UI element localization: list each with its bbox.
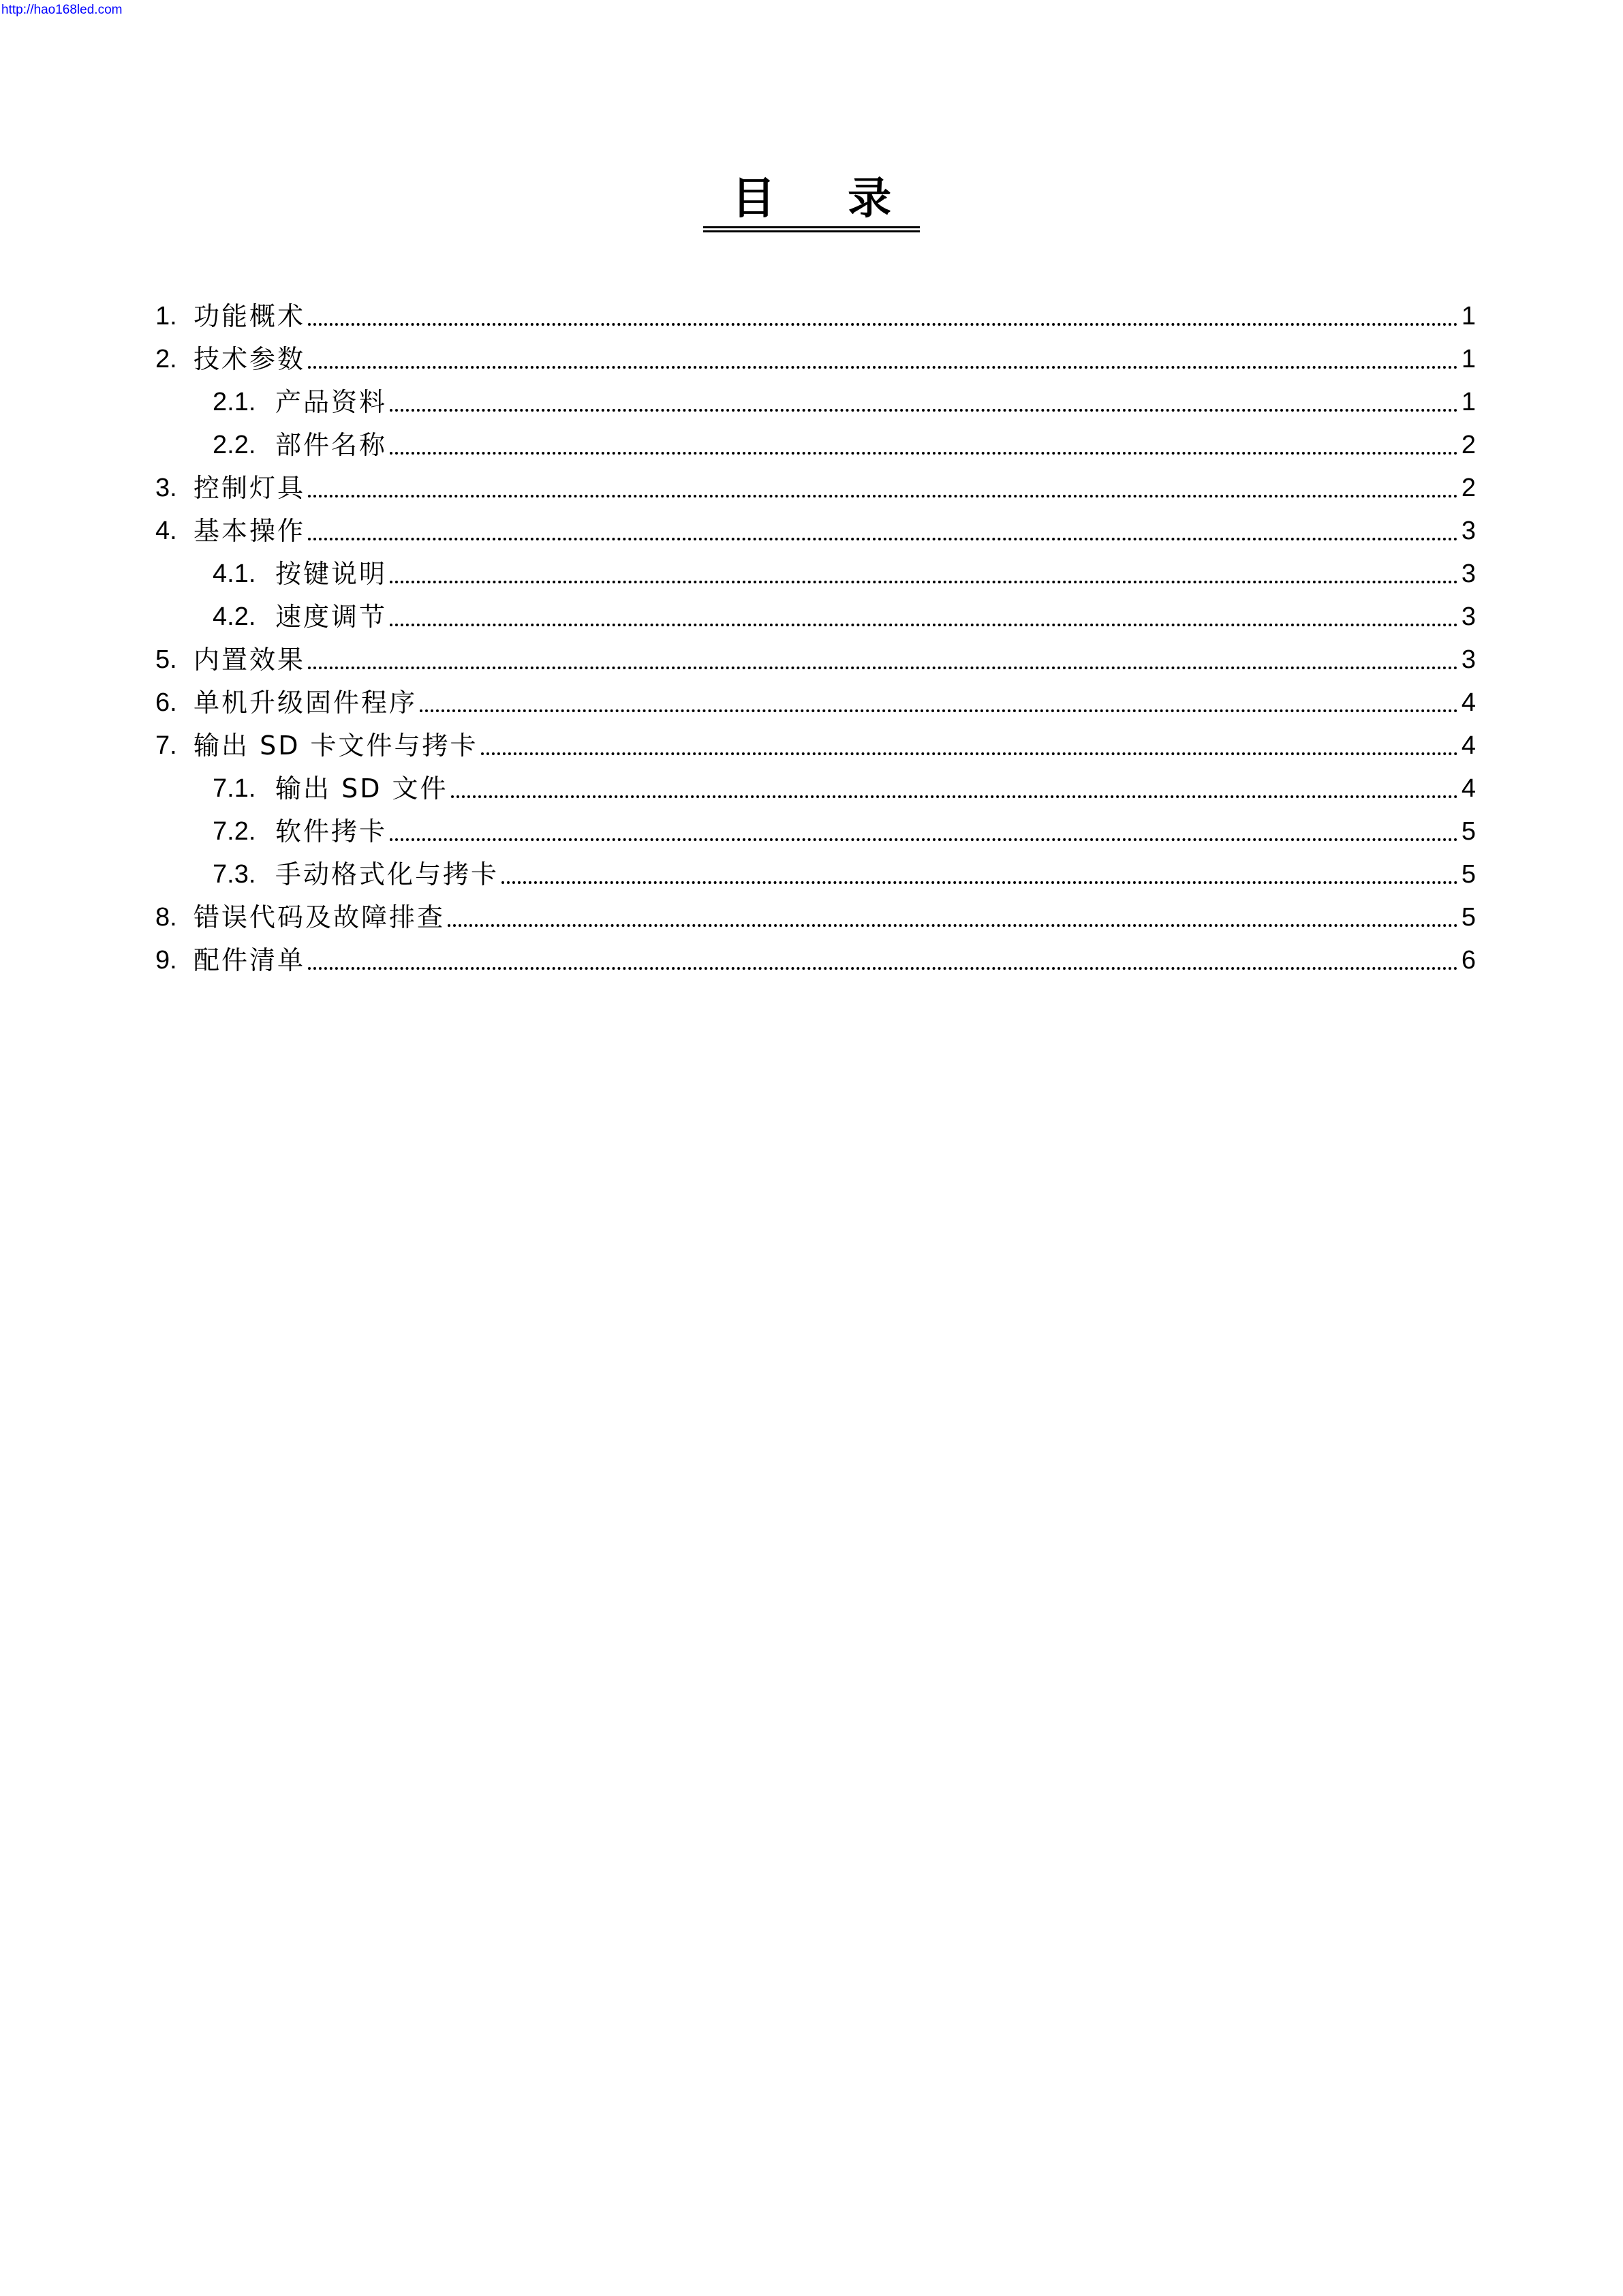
toc-entry-page: 3 <box>1461 645 1476 674</box>
toc-entry-page: 1 <box>1461 301 1476 331</box>
toc-entry-page: 4 <box>1461 688 1476 717</box>
toc-entry-page: 5 <box>1461 859 1476 889</box>
toc-entry-page: 3 <box>1461 559 1476 588</box>
toc-entry-2-2[interactable] <box>155 423 1476 466</box>
toc-entry-4-1[interactable] <box>155 552 1476 595</box>
toc-entry-7-2[interactable] <box>155 810 1476 853</box>
toc-entry-label: 控制灯具 <box>194 472 306 503</box>
toc-title-text: 目 录 <box>703 172 920 232</box>
toc-entry-label: 基本操作 <box>194 515 306 546</box>
dot-leader <box>390 838 1458 841</box>
toc-entry-label: 单机升级固件程序 <box>194 687 418 718</box>
toc-entry-number: 8. <box>155 902 177 932</box>
dot-leader <box>308 538 1458 540</box>
dot-leader <box>308 495 1458 498</box>
dot-leader <box>390 452 1458 455</box>
toc-entry-page: 3 <box>1461 516 1476 545</box>
toc-entry-7-1[interactable] <box>155 767 1476 810</box>
dot-leader <box>308 667 1458 669</box>
dot-leader <box>451 795 1458 798</box>
toc-entry-label: 速度调节 <box>275 601 388 632</box>
toc-entry-number: 4.1. <box>213 559 256 588</box>
dot-leader <box>308 366 1458 369</box>
toc-entry-label: 输出 SD 卡文件与拷卡 <box>194 730 478 761</box>
toc-entry-7-3[interactable] <box>155 853 1476 896</box>
toc-entry-label: 软件拷卡 <box>275 816 388 846</box>
toc-entry-page: 4 <box>1461 731 1476 760</box>
toc-entry-label: 部件名称 <box>275 429 388 460</box>
toc-entry-label: 产品资料 <box>275 386 388 417</box>
toc-entry-page: 1 <box>1461 387 1476 416</box>
toc-entry-number: 1. <box>155 301 177 331</box>
toc-entry-5[interactable] <box>155 638 1476 681</box>
toc-entry-number: 2.2. <box>213 430 256 459</box>
toc-entry-2-1[interactable] <box>155 380 1476 423</box>
toc-entry-page: 2 <box>1461 473 1476 502</box>
toc-entry-4-2[interactable] <box>155 595 1476 638</box>
toc-entry-4[interactable] <box>155 509 1476 552</box>
toc-entry-number: 3. <box>155 473 177 502</box>
toc-entry-1[interactable] <box>155 294 1476 337</box>
toc-entry-3[interactable] <box>155 466 1476 509</box>
toc-entry-page: 2 <box>1461 430 1476 459</box>
toc-entry-number: 6. <box>155 688 177 717</box>
toc-entry-page: 6 <box>1461 945 1476 975</box>
dot-leader <box>501 881 1458 884</box>
toc-entry-number: 7.2. <box>213 816 256 846</box>
toc-entry-label: 配件清单 <box>194 945 306 975</box>
toc-entry-page: 5 <box>1461 816 1476 846</box>
toc-entry-2[interactable] <box>155 337 1476 380</box>
dot-leader <box>390 624 1458 626</box>
toc-entry-label: 功能概术 <box>194 301 306 331</box>
dot-leader <box>481 752 1458 755</box>
toc-entry-7[interactable] <box>155 724 1476 767</box>
dot-leader <box>390 409 1458 412</box>
dot-leader <box>390 581 1458 583</box>
dot-leader <box>420 709 1458 712</box>
toc-entry-label: 内置效果 <box>194 644 306 675</box>
toc-entry-6[interactable] <box>155 681 1476 724</box>
toc-entry-number: 7.3. <box>213 859 256 889</box>
table-of-contents <box>155 294 1476 981</box>
toc-entry-number: 9. <box>155 945 177 975</box>
toc-entry-page: 4 <box>1461 774 1476 803</box>
toc-entry-number: 7.1. <box>213 774 256 803</box>
toc-entry-number: 2. <box>155 344 177 373</box>
toc-entry-label: 手动格式化与拷卡 <box>275 859 499 889</box>
toc-entry-page: 5 <box>1461 902 1476 932</box>
toc-entry-number: 4. <box>155 516 177 545</box>
toc-entry-label: 输出 SD 文件 <box>275 773 448 803</box>
toc-entry-page: 1 <box>1461 344 1476 373</box>
toc-entry-page: 3 <box>1461 602 1476 631</box>
toc-entry-9[interactable] <box>155 938 1476 981</box>
toc-entry-label: 错误代码及故障排查 <box>194 902 446 932</box>
toc-entry-number: 7. <box>155 731 177 760</box>
dot-leader <box>448 924 1458 927</box>
header-url-link[interactable]: http://hao168led.com <box>1 3 123 17</box>
toc-entry-number: 2.1. <box>213 387 256 416</box>
toc-entry-label: 按键说明 <box>275 558 388 589</box>
dot-leader <box>308 323 1458 326</box>
toc-entry-number: 5. <box>155 645 177 674</box>
dot-leader <box>308 967 1458 970</box>
toc-entry-label: 技术参数 <box>194 343 306 374</box>
toc-entry-8[interactable] <box>155 896 1476 938</box>
toc-title <box>0 172 1623 232</box>
toc-entry-number: 4.2. <box>213 602 256 631</box>
